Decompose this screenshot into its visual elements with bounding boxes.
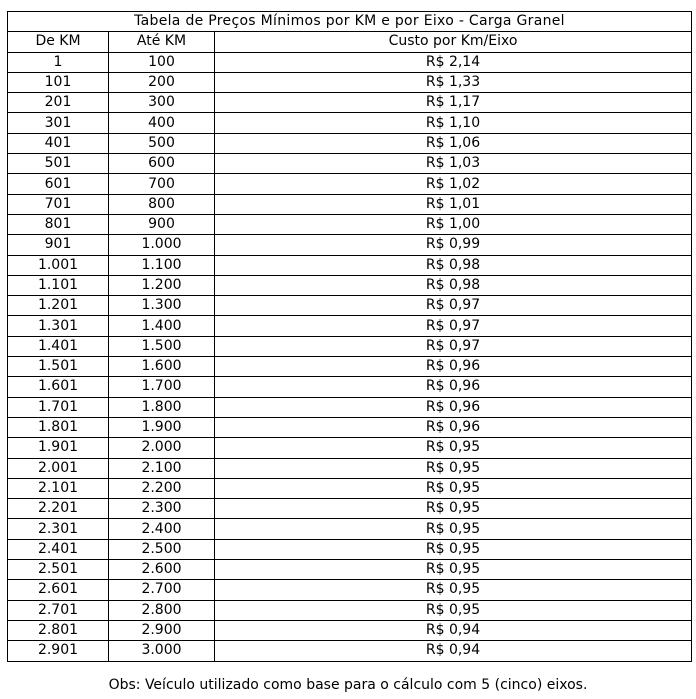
table-row [8,600,692,620]
cell-custo: R$ 2,14 [215,52,692,72]
cell-de-km: 2.801 [8,620,109,640]
cell-de-km: 1.701 [8,397,109,417]
cell-custo: R$ 0,95 [215,560,692,580]
cell-ate-km: 400 [109,113,215,133]
cell-custo: R$ 0,95 [215,478,692,498]
table-row [8,560,692,580]
cell-custo: R$ 0,96 [215,377,692,397]
cell-de-km: 2.601 [8,580,109,600]
cell-ate-km: 2.900 [109,620,215,640]
table-row [8,113,692,133]
cell-custo: R$ 0,95 [215,519,692,539]
cell-de-km: 101 [8,72,109,92]
cell-custo: R$ 0,95 [215,458,692,478]
cell-custo: R$ 0,94 [215,641,692,661]
cell-de-km: 1.001 [8,255,109,275]
cell-ate-km: 2.500 [109,539,215,559]
table-row [8,72,692,92]
cell-ate-km: 3.000 [109,641,215,661]
cell-de-km: 2.301 [8,519,109,539]
header-ate-km: Até KM [109,32,215,52]
cell-de-km: 1 [8,52,109,72]
cell-custo: R$ 0,97 [215,336,692,356]
table-row [8,458,692,478]
table-row [8,478,692,498]
table-row [8,417,692,437]
cell-custo: R$ 1,01 [215,194,692,214]
cell-ate-km: 1.900 [109,417,215,437]
table-row [8,519,692,539]
cell-de-km: 1.401 [8,336,109,356]
cell-custo: R$ 0,97 [215,296,692,316]
table-row [8,296,692,316]
table-row [8,93,692,113]
price-table-container [7,11,691,662]
table-row [8,499,692,519]
cell-custo: R$ 0,98 [215,275,692,295]
cell-de-km: 501 [8,154,109,174]
cell-ate-km: 2.000 [109,438,215,458]
table-row [8,194,692,214]
cell-ate-km: 1.800 [109,397,215,417]
table-row [8,620,692,640]
footnote: Obs: Veículo utilizado como base para o cálculo com 5 (cinco) eixos. [108,677,588,693]
cell-ate-km: 500 [109,133,215,153]
cell-custo: R$ 0,98 [215,255,692,275]
cell-custo: R$ 0,95 [215,580,692,600]
cell-de-km: 2.701 [8,600,109,620]
cell-custo: R$ 0,94 [215,620,692,640]
cell-ate-km: 600 [109,154,215,174]
table-body [8,52,692,661]
table-row [8,52,692,72]
cell-custo: R$ 1,03 [215,154,692,174]
cell-custo: R$ 1,10 [215,113,692,133]
cell-de-km: 301 [8,113,109,133]
cell-custo: R$ 0,96 [215,357,692,377]
table-row [8,275,692,295]
cell-ate-km: 1.300 [109,296,215,316]
table-row [8,438,692,458]
cell-de-km: 1.101 [8,275,109,295]
table-row [8,133,692,153]
table-row [8,174,692,194]
table-row [8,641,692,661]
cell-de-km: 1.501 [8,357,109,377]
cell-de-km: 2.501 [8,560,109,580]
table-row [8,316,692,336]
cell-de-km: 1.301 [8,316,109,336]
cell-custo: R$ 1,02 [215,174,692,194]
header-custo: Custo por Km/Eixo [215,32,692,52]
price-table [7,11,692,662]
cell-de-km: 201 [8,93,109,113]
header-de-km: De KM [8,32,109,52]
cell-ate-km: 2.400 [109,519,215,539]
table-row [8,397,692,417]
table-row [8,214,692,234]
cell-ate-km: 300 [109,93,215,113]
cell-custo: R$ 0,97 [215,316,692,336]
cell-de-km: 2.101 [8,478,109,498]
cell-custo: R$ 0,96 [215,417,692,437]
cell-custo: R$ 0,95 [215,499,692,519]
cell-de-km: 2.901 [8,641,109,661]
cell-ate-km: 1.200 [109,275,215,295]
cell-custo: R$ 0,99 [215,235,692,255]
cell-de-km: 1.801 [8,417,109,437]
table-title-row [8,12,692,32]
cell-ate-km: 1.600 [109,357,215,377]
cell-de-km: 1.201 [8,296,109,316]
cell-custo: R$ 0,96 [215,397,692,417]
cell-de-km: 901 [8,235,109,255]
cell-ate-km: 1.000 [109,235,215,255]
table-row [8,235,692,255]
cell-custo: R$ 1,33 [215,72,692,92]
cell-custo: R$ 0,95 [215,539,692,559]
cell-de-km: 2.001 [8,458,109,478]
cell-de-km: 1.601 [8,377,109,397]
cell-de-km: 401 [8,133,109,153]
cell-ate-km: 1.400 [109,316,215,336]
cell-ate-km: 900 [109,214,215,234]
table-row [8,580,692,600]
cell-ate-km: 2.200 [109,478,215,498]
cell-ate-km: 2.100 [109,458,215,478]
cell-custo: R$ 0,95 [215,600,692,620]
table-row [8,539,692,559]
table-row [8,336,692,356]
table-row [8,377,692,397]
cell-de-km: 801 [8,214,109,234]
cell-ate-km: 200 [109,72,215,92]
cell-custo: R$ 0,95 [215,438,692,458]
cell-ate-km: 1.700 [109,377,215,397]
cell-de-km: 2.401 [8,539,109,559]
table-header-row [8,32,692,52]
cell-ate-km: 700 [109,174,215,194]
cell-de-km: 1.901 [8,438,109,458]
table-row [8,357,692,377]
cell-ate-km: 2.800 [109,600,215,620]
cell-ate-km: 800 [109,194,215,214]
table-row [8,154,692,174]
cell-custo: R$ 1,00 [215,214,692,234]
cell-ate-km: 2.600 [109,560,215,580]
table-row [8,255,692,275]
cell-ate-km: 1.500 [109,336,215,356]
table-title: Tabela de Preços Mínimos por KM e por Eixo - Carga Granel [8,12,692,32]
cell-custo: R$ 1,06 [215,133,692,153]
cell-de-km: 2.201 [8,499,109,519]
cell-de-km: 601 [8,174,109,194]
cell-ate-km: 100 [109,52,215,72]
cell-custo: R$ 1,17 [215,93,692,113]
cell-de-km: 701 [8,194,109,214]
cell-ate-km: 2.700 [109,580,215,600]
cell-ate-km: 2.300 [109,499,215,519]
cell-ate-km: 1.100 [109,255,215,275]
